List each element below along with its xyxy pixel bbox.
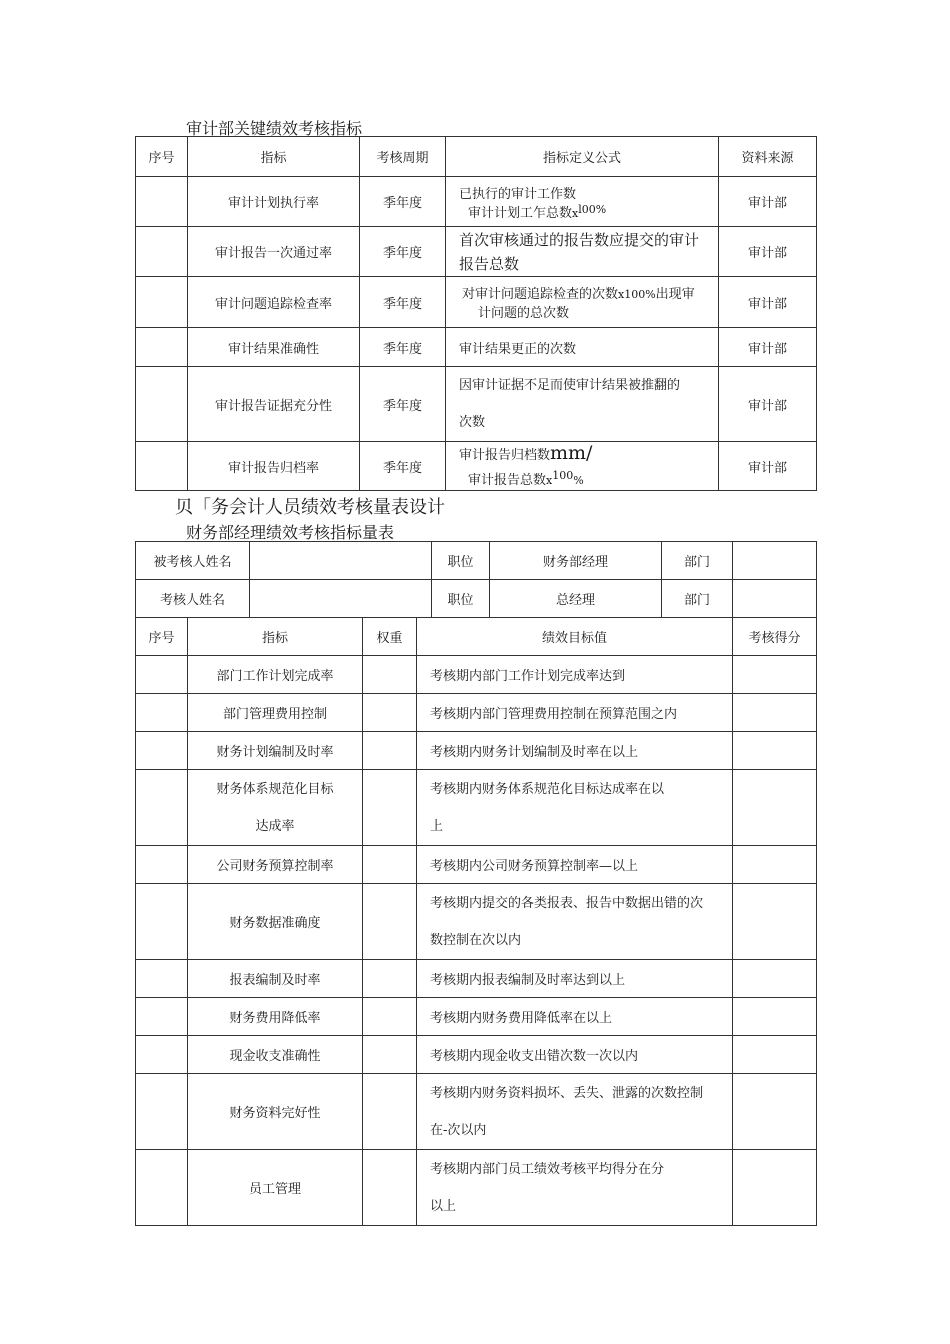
- definition-cell: [446, 367, 719, 442]
- target-cell: [417, 1150, 733, 1226]
- indicator-line-2: 达成率: [255, 818, 295, 834]
- table-row: [136, 846, 817, 884]
- position-label: 职位: [432, 580, 490, 618]
- table-row: [136, 227, 817, 277]
- target-cell: 考核期内财务计划编制及时率在以上: [417, 732, 733, 770]
- table-row: [136, 442, 817, 491]
- source-cell: 审计部: [719, 227, 817, 277]
- weight-cell[interactable]: [363, 1074, 417, 1150]
- indicator-cell: 财务计划编制及时率: [188, 732, 363, 770]
- formula-numerator: 已执行的审计工作数: [459, 186, 577, 202]
- col-header-seq: 序号: [136, 618, 188, 656]
- table-row: [136, 656, 817, 694]
- assessee-info-table: [135, 541, 817, 618]
- target-line-1: 考核期内提交的各类报表、报告中数据出错的次: [430, 895, 704, 911]
- target-cell: 考核期内部门管理费用控制在预算范围之内: [417, 694, 733, 732]
- period-cell: 季年度: [360, 367, 446, 442]
- audit-kpi-table: [135, 136, 817, 491]
- col-header-period: 考核周期: [360, 137, 446, 177]
- table-row: [136, 1150, 817, 1226]
- weight-cell[interactable]: [363, 960, 417, 998]
- formula-text: 出现审: [655, 287, 695, 302]
- position-label: 职位: [432, 542, 490, 580]
- formula-numerator: 对审计问题追踪检查的次数: [462, 287, 619, 302]
- indicator-cell: 审计报告一次通过率: [188, 227, 360, 277]
- source-cell: 审计部: [719, 367, 817, 442]
- indicator-cell: 审计结果准确性: [188, 328, 360, 367]
- formula-percent: l00%: [578, 202, 607, 216]
- formula-denominator: 计问题的总次数: [478, 306, 570, 321]
- indicator-cell: 财务费用降低率: [188, 998, 363, 1036]
- score-cell[interactable]: [733, 884, 817, 960]
- indicator-cell: 审计计划执行率: [188, 177, 360, 227]
- target-line-2: 在-次以内: [430, 1122, 487, 1138]
- seq-cell: [136, 227, 188, 277]
- weight-cell[interactable]: [363, 770, 417, 846]
- score-cell[interactable]: [733, 846, 817, 884]
- seq-cell: [136, 367, 188, 442]
- assessee-name-value[interactable]: [250, 542, 432, 580]
- definition-line-2: 次数: [459, 415, 486, 430]
- seq-cell: [136, 732, 188, 770]
- weight-cell[interactable]: [363, 656, 417, 694]
- indicator-cell: 财务数据准确度: [188, 884, 363, 960]
- indicator-cell: 员工管理: [188, 1150, 363, 1226]
- formula-times: x: [572, 206, 579, 220]
- score-cell[interactable]: [733, 960, 817, 998]
- table-row: [136, 367, 817, 442]
- definition-cell: 首次审核通过的报告数应提交的审计报告总数: [446, 227, 719, 277]
- table-row: [136, 542, 817, 580]
- target-cell: 考核期内部门工作计划完成率达到: [417, 656, 733, 694]
- source-cell: 审计部: [719, 442, 817, 491]
- seq-cell: [136, 846, 188, 884]
- table-row: [136, 1074, 817, 1150]
- target-line-2: 上: [430, 818, 444, 834]
- score-cell[interactable]: [733, 998, 817, 1036]
- formula-percent: x100%: [618, 288, 656, 301]
- seq-cell: [136, 277, 188, 328]
- weight-cell[interactable]: [363, 694, 417, 732]
- dept-label: 部门: [662, 542, 733, 580]
- dept-value[interactable]: [733, 580, 817, 618]
- seq-cell: [136, 442, 188, 491]
- seq-cell: [136, 656, 188, 694]
- target-cell: [417, 1074, 733, 1150]
- col-header-seq: 序号: [136, 137, 188, 177]
- table-row: [136, 580, 817, 618]
- weight-cell[interactable]: [363, 732, 417, 770]
- seq-cell: [136, 177, 188, 227]
- seq-cell: [136, 1074, 188, 1150]
- heading-finance-manager: 财务部经理绩效考核指标量表: [186, 523, 395, 542]
- indicator-cell: 现金收支准确性: [188, 1036, 363, 1074]
- table-row: [136, 770, 817, 846]
- col-header-indicator: 指标: [188, 137, 360, 177]
- formula-hundred: 100: [552, 469, 574, 482]
- formula-mark: mm/: [550, 442, 593, 464]
- table-row: [136, 328, 817, 367]
- seq-cell: [136, 328, 188, 367]
- indicator-cell: 部门管理费用控制: [188, 694, 363, 732]
- formula-denominator: 审计报告总数: [468, 473, 547, 488]
- period-cell: 季年度: [360, 328, 446, 367]
- table-row: [136, 732, 817, 770]
- definition-cell: [446, 177, 719, 227]
- source-cell: 审计部: [719, 328, 817, 367]
- definition-cell: 审计结果更正的次数: [446, 328, 719, 367]
- period-cell: 季年度: [360, 277, 446, 328]
- target-cell: [417, 884, 733, 960]
- indicator-line-1: 财务体系规范化目标: [216, 781, 334, 797]
- finance-kpi-table: [135, 617, 817, 1226]
- table-row: [136, 960, 817, 998]
- indicator-cell: 报表编制及时率: [188, 960, 363, 998]
- indicator-cell: [188, 770, 363, 846]
- formula-numerator: 审计报告归档数: [459, 448, 551, 463]
- weight-cell[interactable]: [363, 998, 417, 1036]
- definition-cell: [446, 277, 719, 328]
- target-cell: 考核期内现金收支出错次数一次以内: [417, 1036, 733, 1074]
- score-cell[interactable]: [733, 1150, 817, 1226]
- table-header-row: [136, 137, 817, 177]
- target-line-2: 数控制在次以内: [430, 932, 522, 948]
- target-line-2: 以上: [430, 1198, 457, 1214]
- score-cell[interactable]: [733, 656, 817, 694]
- table-row: [136, 998, 817, 1036]
- seq-cell: [136, 1150, 188, 1226]
- indicator-cell: 公司财务预算控制率: [188, 846, 363, 884]
- target-cell: 考核期内报表编制及时率达到以上: [417, 960, 733, 998]
- table-row: [136, 694, 817, 732]
- indicator-cell: 财务资料完好性: [188, 1074, 363, 1150]
- definition-line-1: 因审计证据不足而使审计结果被推翻的: [459, 378, 681, 393]
- target-line-1: 考核期内部门员工绩效考核平均得分在分: [430, 1161, 665, 1177]
- period-cell: 季年度: [360, 177, 446, 227]
- heading-audit-kpi: 审计部关键绩效考核指标: [186, 119, 363, 138]
- col-header-indicator: 指标: [188, 618, 363, 656]
- position-value: 总经理: [490, 580, 662, 618]
- table-row: [136, 277, 817, 328]
- col-header-source: 资料来源: [719, 137, 817, 177]
- col-header-definition: 指标定义公式: [446, 137, 719, 177]
- formula-percent: %: [573, 474, 584, 487]
- score-cell[interactable]: [733, 694, 817, 732]
- period-cell: 季年度: [360, 442, 446, 491]
- weight-cell[interactable]: [363, 884, 417, 960]
- seq-cell: [136, 884, 188, 960]
- col-header-target: 绩效目标值: [417, 618, 733, 656]
- definition-cell: [446, 442, 719, 491]
- indicator-cell: 部门工作计划完成率: [188, 656, 363, 694]
- target-line-1: 考核期内财务资料损坏、丢失、泄露的次数控制: [430, 1085, 704, 1101]
- seq-cell: [136, 960, 188, 998]
- seq-cell: [136, 770, 188, 846]
- assessor-name-label: 考核人姓名: [136, 580, 250, 618]
- col-header-weight: 权重: [363, 618, 417, 656]
- seq-cell: [136, 998, 188, 1036]
- score-cell[interactable]: [733, 770, 817, 846]
- target-cell: 考核期内公司财务预算控制率—以上: [417, 846, 733, 884]
- indicator-cell: 审计问题追踪检查率: [188, 277, 360, 328]
- source-cell: 审计部: [719, 177, 817, 227]
- formula-times: x: [546, 474, 553, 487]
- weight-cell[interactable]: [363, 1150, 417, 1226]
- assessee-name-label: 被考核人姓名: [136, 542, 250, 580]
- table-row: [136, 884, 817, 960]
- target-line-1: 考核期内财务体系规范化目标达成率在以: [430, 781, 665, 797]
- indicator-cell: 审计报告证据充分性: [188, 367, 360, 442]
- formula-denominator: 审计计划工乍总数: [468, 205, 573, 221]
- seq-cell: [136, 694, 188, 732]
- dept-value[interactable]: [733, 542, 817, 580]
- col-header-score: 考核得分: [733, 618, 817, 656]
- source-cell: 审计部: [719, 277, 817, 328]
- seq-cell: [136, 1036, 188, 1074]
- target-cell: [417, 770, 733, 846]
- target-cell: 考核期内财务费用降低率在以上: [417, 998, 733, 1036]
- table-row: [136, 177, 817, 227]
- weight-cell[interactable]: [363, 846, 417, 884]
- table-header-row: [136, 618, 817, 656]
- assessor-name-value[interactable]: [250, 580, 432, 618]
- score-cell[interactable]: [733, 1036, 817, 1074]
- indicator-cell: 审计报告归档率: [188, 442, 360, 491]
- weight-cell[interactable]: [363, 1036, 417, 1074]
- score-cell[interactable]: [733, 1074, 817, 1150]
- heading-finance-scale: 贝「务会计人员绩效考核量表设计: [175, 497, 445, 518]
- score-cell[interactable]: [733, 732, 817, 770]
- period-cell: 季年度: [360, 227, 446, 277]
- dept-label: 部门: [662, 580, 733, 618]
- position-value: 财务部经理: [490, 542, 662, 580]
- table-row: [136, 1036, 817, 1074]
